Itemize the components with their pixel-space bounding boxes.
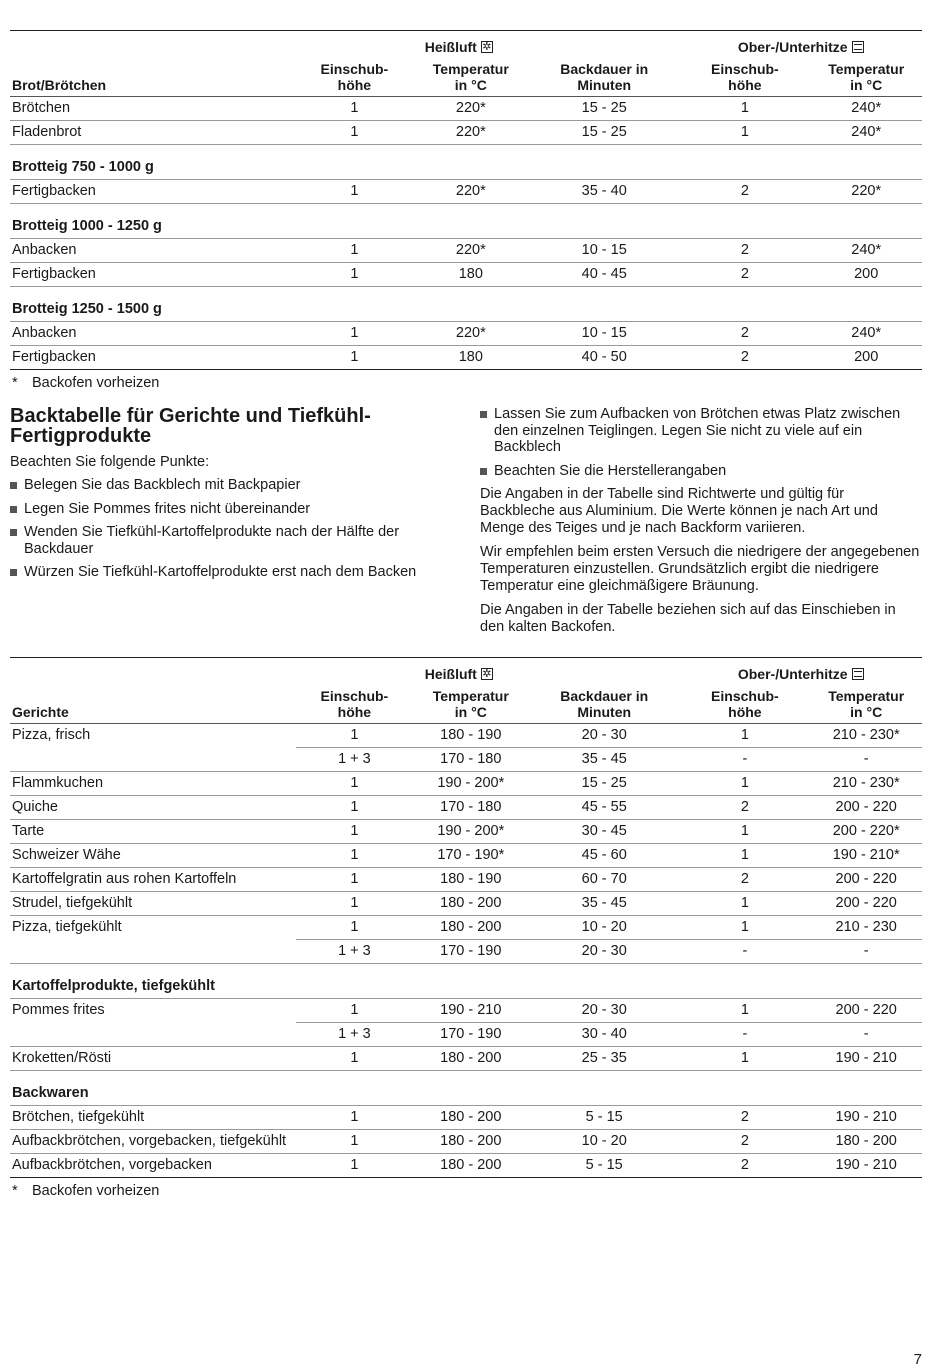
right-bullet-list — [480, 406, 922, 479]
value-cell: 1 — [296, 1154, 412, 1178]
value-cell: 170 - 180 — [413, 796, 529, 820]
value-cell: 1 — [679, 999, 810, 1023]
table-row — [10, 1047, 922, 1071]
column-header-2: Backdauer in Minuten — [529, 686, 679, 724]
value-cell: 30 - 45 — [529, 820, 679, 844]
left-column — [10, 406, 460, 643]
group-label: Kartoffelprodukte, tiefgekühlt — [10, 964, 922, 999]
value-cell: 1 — [296, 263, 412, 287]
value-cell: 5 - 15 — [529, 1154, 679, 1178]
value-cell: 190 - 210 — [810, 1047, 922, 1071]
value-cell: 220* — [413, 121, 529, 145]
bullet-item: Wenden Sie Tiefkühl-Kartoffelprodukte nach der Hälfte der Backdauer — [10, 524, 460, 557]
value-cell: 1 — [296, 844, 412, 868]
value-cell: 2 — [679, 180, 810, 204]
top-bottom-heat-icon — [852, 668, 864, 680]
value-cell: 1 — [296, 121, 412, 145]
column-header-4: Temperatur in °C — [810, 686, 922, 724]
fan-mode-label: Heißluft — [424, 39, 477, 55]
value-cell: 180 - 200 — [810, 1130, 922, 1154]
group-label: Brotteig 750 - 1000 g — [10, 145, 922, 180]
value-cell: 35 - 40 — [529, 180, 679, 204]
value-cell: 2 — [679, 263, 810, 287]
value-cell: 1 — [296, 916, 412, 940]
dish-name-cell: Kroketten/Rösti — [10, 1047, 296, 1071]
table-row — [10, 940, 922, 964]
value-cell: 1 — [679, 844, 810, 868]
value-cell: 1 + 3 — [296, 1023, 412, 1047]
value-cell: 35 - 45 — [529, 892, 679, 916]
value-cell: 1 — [296, 1047, 412, 1071]
value-cell: - — [679, 748, 810, 772]
value-cell: 1 — [296, 772, 412, 796]
value-cell: 180 - 190 — [413, 868, 529, 892]
value-cell: 5 - 15 — [529, 1106, 679, 1130]
value-cell: 2 — [679, 239, 810, 263]
value-cell: 40 - 45 — [529, 263, 679, 287]
dish-name-cell — [10, 748, 296, 772]
column-header-3: Einschub- höhe — [679, 686, 810, 724]
table-row — [10, 999, 922, 1023]
value-cell: 2 — [679, 1130, 810, 1154]
dish-name-cell: Fladenbrot — [10, 121, 296, 145]
value-cell: 220* — [810, 180, 922, 204]
fan-mode-label: Heißluft — [424, 666, 477, 682]
column-header-3: Einschub- höhe — [679, 59, 810, 97]
page — [10, 30, 922, 1200]
value-cell: - — [810, 1023, 922, 1047]
value-cell: 20 - 30 — [529, 999, 679, 1023]
value-cell: 1 — [679, 772, 810, 796]
value-cell: 180 - 200 — [413, 892, 529, 916]
column-header-1: Temperatur in °C — [413, 59, 529, 97]
value-cell: 10 - 20 — [529, 1130, 679, 1154]
value-cell: 170 - 180 — [413, 748, 529, 772]
fan-mode-icon — [481, 41, 493, 53]
table-row — [10, 844, 922, 868]
value-cell: 2 — [679, 322, 810, 346]
value-cell: 2 — [679, 868, 810, 892]
dish-name-cell: Fertigbacken — [10, 263, 296, 287]
top-bottom-heat-label: Ober-/Unterhitze — [737, 39, 848, 55]
mode-header-row — [10, 31, 922, 60]
dish-name-cell: Aufbackbrötchen, vorgebacken — [10, 1154, 296, 1178]
value-cell: 240* — [810, 121, 922, 145]
value-cell: 190 - 210 — [810, 1106, 922, 1130]
section-title: Backtabelle für Gerichte und Tiefkühl-Fertigprodukte — [10, 405, 371, 447]
dish-name-cell — [10, 940, 296, 964]
value-cell: 1 — [679, 916, 810, 940]
group-row — [10, 145, 922, 180]
table-row — [10, 97, 922, 121]
dish-name-cell: Pizza, frisch — [10, 724, 296, 748]
dish-name-cell: Quiche — [10, 796, 296, 820]
footnote-mark: * — [12, 375, 18, 391]
table-row — [10, 239, 922, 263]
value-cell: 210 - 230* — [810, 772, 922, 796]
value-cell: 220* — [413, 180, 529, 204]
bullet-item: Legen Sie Pommes frites nicht übereinander — [10, 501, 460, 518]
top-bottom-heat-label: Ober-/Unterhitze — [737, 666, 848, 682]
value-cell: 30 - 40 — [529, 1023, 679, 1047]
top-bottom-heat-icon — [852, 41, 864, 53]
group-row — [10, 287, 922, 322]
value-cell: 1 — [296, 892, 412, 916]
group-row — [10, 1071, 922, 1106]
value-cell: 10 - 15 — [529, 239, 679, 263]
value-cell: - — [679, 1023, 810, 1047]
table-row — [10, 346, 922, 370]
column-header-2: Backdauer in Minuten — [529, 59, 679, 97]
table-row — [10, 1106, 922, 1130]
table-row — [10, 180, 922, 204]
dish-name-cell: Brötchen — [10, 97, 296, 121]
dish-name-cell: Fertigbacken — [10, 180, 296, 204]
value-cell: 200 - 220 — [810, 868, 922, 892]
column-header-0: Einschub- höhe — [296, 59, 412, 97]
value-cell: 1 — [296, 180, 412, 204]
value-cell: 1 — [679, 892, 810, 916]
value-cell: 15 - 25 — [529, 772, 679, 796]
value-cell: 45 - 60 — [529, 844, 679, 868]
table-row — [10, 724, 922, 748]
table2-footnote — [10, 1182, 922, 1200]
table1-footnote — [10, 374, 922, 392]
value-cell: 60 - 70 — [529, 868, 679, 892]
dish-name-cell: Pommes frites — [10, 999, 296, 1023]
bread-baking-table — [10, 30, 922, 370]
value-cell: 180 - 200 — [413, 916, 529, 940]
value-cell: 2 — [679, 346, 810, 370]
category-column-header: Brot/Brötchen — [10, 59, 296, 97]
dish-name-cell: Brötchen, tiefgekühlt — [10, 1106, 296, 1130]
value-cell: 1 — [296, 724, 412, 748]
value-cell: 2 — [679, 1106, 810, 1130]
value-cell: 190 - 210 — [810, 1154, 922, 1178]
dish-name-cell: Flammkuchen — [10, 772, 296, 796]
value-cell: 210 - 230 — [810, 916, 922, 940]
table-row — [10, 772, 922, 796]
value-cell: 220* — [413, 97, 529, 121]
dish-name-cell: Anbacken — [10, 322, 296, 346]
dish-name-cell: Strudel, tiefgekühlt — [10, 892, 296, 916]
value-cell: 1 — [296, 999, 412, 1023]
value-cell: 1 — [296, 346, 412, 370]
paragraph: Die Angaben in der Tabelle sind Richtwerte und gültig für Backbleche aus Aluminium. Die Werte können je nach Art und Menge des Teiges und je nach Backform variieren. — [480, 486, 878, 536]
value-cell: 200 - 220 — [810, 999, 922, 1023]
column-header-4: Temperatur in °C — [810, 59, 922, 97]
fan-mode-icon — [481, 668, 493, 680]
footnote-text: Backofen vorheizen — [32, 1183, 160, 1199]
value-cell: 180 - 200 — [413, 1154, 529, 1178]
table-row — [10, 820, 922, 844]
paragraph: Die Angaben in der Tabelle beziehen sich auf das Einschieben in den kalten Backofen. — [480, 602, 896, 635]
value-cell: 25 - 35 — [529, 1047, 679, 1071]
value-cell: 220* — [413, 322, 529, 346]
table-row — [10, 263, 922, 287]
paragraphs — [480, 486, 922, 636]
value-cell: 170 - 190* — [413, 844, 529, 868]
value-cell: - — [810, 748, 922, 772]
group-label: Brotteig 1250 - 1500 g — [10, 287, 922, 322]
paragraph: Wir empfehlen beim ersten Versuch die niedrigere der angegebenen Temperaturen einzustellen. Grundsätzlich ergibt die niedrigere Temperatur eine gleichmäßigere Bräunung. — [480, 544, 920, 594]
page-number: 7 — [913, 1351, 922, 1368]
top-bottom-heat-header — [679, 31, 922, 60]
value-cell: 170 - 190 — [413, 940, 529, 964]
value-cell: 170 - 190 — [413, 1023, 529, 1047]
value-cell: 180 - 200 — [413, 1047, 529, 1071]
value-cell: 180 - 200 — [413, 1130, 529, 1154]
value-cell: 1 — [296, 796, 412, 820]
value-cell: 180 — [413, 346, 529, 370]
column-header-1: Temperatur in °C — [413, 686, 529, 724]
dish-name-cell: Kartoffelgratin aus rohen Kartoffeln — [10, 868, 296, 892]
value-cell: 1 + 3 — [296, 748, 412, 772]
column-header-0: Einschub- höhe — [296, 686, 412, 724]
value-cell: - — [679, 940, 810, 964]
empty-header — [10, 658, 296, 687]
value-cell: 1 — [296, 820, 412, 844]
value-cell: 220* — [413, 239, 529, 263]
fan-mode-header — [296, 658, 679, 687]
value-cell: 240* — [810, 97, 922, 121]
value-cell: 200 — [810, 263, 922, 287]
value-cell: 180 - 200 — [413, 1106, 529, 1130]
section-intro: Beachten Sie folgende Punkte: — [10, 454, 210, 470]
value-cell: 35 - 45 — [529, 748, 679, 772]
footnote-text: Backofen vorheizen — [32, 375, 160, 391]
group-row — [10, 964, 922, 999]
dish-name-cell — [10, 1023, 296, 1047]
value-cell: 190 - 200* — [413, 820, 529, 844]
table-row — [10, 892, 922, 916]
table-row — [10, 796, 922, 820]
value-cell: 200 — [810, 346, 922, 370]
mode-header-row — [10, 658, 922, 687]
table-row — [10, 748, 922, 772]
value-cell: 10 - 20 — [529, 916, 679, 940]
value-cell: 190 - 210 — [413, 999, 529, 1023]
dish-name-cell: Tarte — [10, 820, 296, 844]
bullet-item: Würzen Sie Tiefkühl-Kartoffelprodukte erst nach dem Backen — [10, 564, 460, 581]
top-bottom-heat-header — [679, 658, 922, 687]
text-section — [10, 406, 922, 643]
value-cell: 1 — [296, 322, 412, 346]
value-cell: 1 — [296, 1106, 412, 1130]
value-cell: 180 — [413, 263, 529, 287]
dish-name-cell: Anbacken — [10, 239, 296, 263]
value-cell: 1 — [296, 239, 412, 263]
value-cell: 1 + 3 — [296, 940, 412, 964]
value-cell: 1 — [679, 97, 810, 121]
value-cell: 1 — [296, 868, 412, 892]
footnote-mark: * — [12, 1183, 18, 1199]
bullet-item: Beachten Sie die Herstellerangaben — [480, 463, 922, 480]
bullet-item: Belegen Sie das Backblech mit Backpapier — [10, 477, 460, 494]
left-bullet-list — [10, 477, 460, 581]
value-cell: 1 — [296, 97, 412, 121]
value-cell: 1 — [679, 121, 810, 145]
value-cell: 45 - 55 — [529, 796, 679, 820]
dish-name-cell: Pizza, tiefgekühlt — [10, 916, 296, 940]
value-cell: 200 - 220* — [810, 820, 922, 844]
value-cell: 180 - 190 — [413, 724, 529, 748]
group-label: Backwaren — [10, 1071, 922, 1106]
table-row — [10, 322, 922, 346]
value-cell: 15 - 25 — [529, 97, 679, 121]
dish-name-cell: Schweizer Wähe — [10, 844, 296, 868]
value-cell: 240* — [810, 239, 922, 263]
dish-name-cell: Fertigbacken — [10, 346, 296, 370]
dish-name-cell: Aufbackbrötchen, vorgebacken, tiefgekühlt — [10, 1130, 296, 1154]
right-column — [480, 406, 922, 643]
value-cell: 1 — [296, 1130, 412, 1154]
value-cell: 190 - 200* — [413, 772, 529, 796]
column-header-row — [10, 59, 922, 97]
fan-mode-header — [296, 31, 679, 60]
value-cell: 2 — [679, 1154, 810, 1178]
value-cell: 15 - 25 — [529, 121, 679, 145]
value-cell: 20 - 30 — [529, 724, 679, 748]
value-cell: 190 - 210* — [810, 844, 922, 868]
value-cell: 10 - 15 — [529, 322, 679, 346]
value-cell: 20 - 30 — [529, 940, 679, 964]
table-row — [10, 1130, 922, 1154]
dishes-baking-table — [10, 657, 922, 1178]
value-cell: 200 - 220 — [810, 892, 922, 916]
value-cell: 40 - 50 — [529, 346, 679, 370]
empty-header — [10, 31, 296, 60]
value-cell: 1 — [679, 1047, 810, 1071]
table-row — [10, 121, 922, 145]
value-cell: 200 - 220 — [810, 796, 922, 820]
group-label: Brotteig 1000 - 1250 g — [10, 204, 922, 239]
value-cell: 1 — [679, 724, 810, 748]
bullet-item: Lassen Sie zum Aufbacken von Brötchen etwas Platz zwischen den einzelnen Teiglingen. Legen Sie nicht zu viele auf ein Backblech — [480, 406, 922, 456]
category-column-header: Gerichte — [10, 686, 296, 724]
table-row — [10, 1154, 922, 1178]
value-cell: - — [810, 940, 922, 964]
value-cell: 210 - 230* — [810, 724, 922, 748]
table-row — [10, 1023, 922, 1047]
value-cell: 1 — [679, 820, 810, 844]
column-header-row — [10, 686, 922, 724]
table-row — [10, 868, 922, 892]
group-row — [10, 204, 922, 239]
value-cell: 240* — [810, 322, 922, 346]
table-row — [10, 916, 922, 940]
value-cell: 2 — [679, 796, 810, 820]
